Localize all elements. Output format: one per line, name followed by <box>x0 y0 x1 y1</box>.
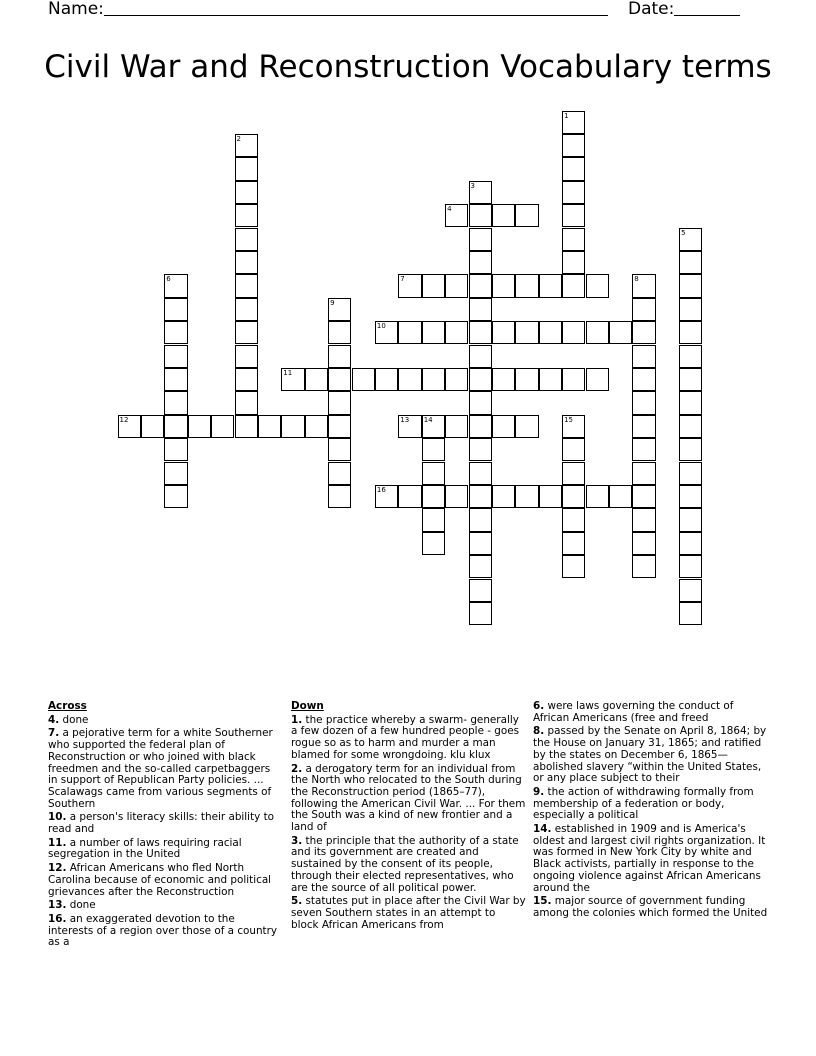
clue-number: 12 <box>119 415 129 424</box>
grid-cell[interactable] <box>679 345 702 368</box>
grid-cell[interactable] <box>398 274 421 297</box>
clue-number: 10 <box>376 322 386 331</box>
grid-cell[interactable] <box>632 345 655 368</box>
clue-text: a derogatory term for an individual from the North who relocated to the South during the Reconstruction period (1865–77), following the American Civil War. ... For them the South was a kind of new frontier and a land of <box>291 762 526 834</box>
grid-cell[interactable] <box>632 462 655 485</box>
clue-number: 2 <box>236 134 241 143</box>
grid-cell[interactable] <box>562 111 585 134</box>
grid-cell[interactable] <box>164 438 187 461</box>
grid-cell[interactable] <box>469 555 492 578</box>
grid-cell[interactable] <box>445 321 468 344</box>
grid-cell[interactable] <box>469 438 492 461</box>
grid-cell[interactable] <box>422 462 445 485</box>
clue-number: 9 <box>330 298 335 307</box>
clue-item <box>48 728 280 810</box>
grid-cell[interactable] <box>235 345 258 368</box>
grid-cell[interactable] <box>398 321 421 344</box>
grid-cell[interactable] <box>562 368 585 391</box>
down-clue-list <box>291 715 526 932</box>
grid-cell[interactable] <box>632 532 655 555</box>
grid-cell[interactable] <box>164 274 187 297</box>
grid-cell[interactable] <box>539 485 562 508</box>
grid-cell[interactable] <box>281 415 304 438</box>
clue-number: 15. <box>533 895 552 908</box>
grid-cell[interactable] <box>492 368 515 391</box>
clue-item <box>533 824 768 894</box>
grid-cell[interactable] <box>515 485 538 508</box>
grid-cell[interactable] <box>469 251 492 274</box>
grid-cell[interactable] <box>562 415 585 438</box>
grid-cell[interactable] <box>375 321 398 344</box>
clue-item <box>48 863 280 898</box>
grid-cell[interactable] <box>235 391 258 414</box>
grid-cell[interactable] <box>586 321 609 344</box>
across-clue-list <box>48 715 280 949</box>
grid-cell[interactable] <box>235 274 258 297</box>
grid-cell[interactable] <box>679 251 702 274</box>
grid-cell[interactable] <box>164 391 187 414</box>
grid-cell[interactable] <box>632 438 655 461</box>
clue-item <box>533 787 768 822</box>
clue-number: 5 <box>681 228 686 237</box>
grid-cell[interactable] <box>632 555 655 578</box>
grid-cell[interactable] <box>445 274 468 297</box>
grid-cell[interactable] <box>469 228 492 251</box>
grid-cell[interactable] <box>492 485 515 508</box>
grid-cell[interactable] <box>515 274 538 297</box>
grid-cell[interactable] <box>562 438 585 461</box>
grid-cell[interactable] <box>164 462 187 485</box>
grid-cell[interactable] <box>679 391 702 414</box>
clue-item <box>48 838 280 861</box>
grid-cell[interactable] <box>375 485 398 508</box>
clue-item <box>48 715 280 727</box>
grid-cell[interactable] <box>445 204 468 227</box>
grid-cell[interactable] <box>562 462 585 485</box>
grid-cell[interactable] <box>539 321 562 344</box>
grid-cell[interactable] <box>632 321 655 344</box>
clue-item <box>48 914 280 949</box>
grid-cell[interactable] <box>164 345 187 368</box>
grid-cell[interactable] <box>422 485 445 508</box>
clue-number: 12. <box>48 862 67 875</box>
grid-cell[interactable] <box>375 368 398 391</box>
grid-cell[interactable] <box>398 415 421 438</box>
clue-item <box>48 900 280 912</box>
grid-cell[interactable] <box>632 391 655 414</box>
clue-item <box>533 896 768 919</box>
clue-text: an exaggerated devotion to the interests of a region over those of a country as a <box>48 912 278 949</box>
clue-text: passed by the Senate on April 8, 1864; by the House on January 31, 1865; and ratified by the states on December 6, 1865—abolished slavery “within the United States, or any place subject to their <box>533 725 767 785</box>
clue-text: done <box>66 899 96 912</box>
grid-cell[interactable] <box>679 368 702 391</box>
clue-number: 6 <box>166 275 171 284</box>
clue-number: 11. <box>48 836 67 849</box>
grid-cell[interactable] <box>328 462 351 485</box>
grid-cell[interactable] <box>679 602 702 625</box>
grid-cell[interactable] <box>469 391 492 414</box>
clue-number: 8 <box>634 275 639 284</box>
grid-cell[interactable] <box>679 462 702 485</box>
clue-number: 14 <box>423 415 433 424</box>
grid-cell[interactable] <box>141 415 164 438</box>
clue-item <box>291 896 526 931</box>
grid-cell[interactable] <box>679 438 702 461</box>
clue-number: 14. <box>533 823 552 836</box>
grid-cell[interactable] <box>515 368 538 391</box>
grid-cell[interactable] <box>422 274 445 297</box>
clue-number: 7. <box>48 727 60 740</box>
grid-cell[interactable] <box>515 321 538 344</box>
grid-cell[interactable] <box>445 368 468 391</box>
down-heading: Down <box>291 700 324 712</box>
grid-cell[interactable] <box>562 251 585 274</box>
clue-text: the principle that the authority of a state and its government are created and sustained by the consent of its people, through their elected representatives, who are the source of all political power. <box>291 834 519 894</box>
clue-text: a pejorative term for a white Southerner who supported the federal plan of Reconstruction or who joined with black freedmen and the so-called carpetbaggers in support of Republican Party policies. ... Scalawags came from various segments of Southern <box>48 727 273 810</box>
grid-cell[interactable] <box>562 228 585 251</box>
clue-text: were laws governing the conduct of African Americans (free and freed <box>533 700 734 724</box>
clue-number: 10. <box>48 811 67 824</box>
grid-cell[interactable] <box>492 204 515 227</box>
clue-number: 3 <box>470 181 475 190</box>
grid-cell[interactable] <box>164 415 187 438</box>
grid-cell[interactable] <box>445 485 468 508</box>
clue-number: 16. <box>48 912 67 925</box>
grid-cell[interactable] <box>469 532 492 555</box>
grid-cell[interactable] <box>235 204 258 227</box>
grid-cell[interactable] <box>469 181 492 204</box>
grid-cell[interactable] <box>562 274 585 297</box>
clue-number: 15 <box>564 415 574 424</box>
grid-cell[interactable] <box>328 485 351 508</box>
grid-cell[interactable] <box>235 321 258 344</box>
clue-number: 1 <box>564 111 569 120</box>
clue-text: the action of withdrawing formally from membership of a federation or body, especially a political <box>533 785 754 822</box>
grid-cell[interactable] <box>469 415 492 438</box>
grid-cell[interactable] <box>398 368 421 391</box>
grid-cell[interactable] <box>586 368 609 391</box>
grid-cell[interactable] <box>305 415 328 438</box>
grid-cell[interactable] <box>328 345 351 368</box>
date-label: Date: <box>628 0 675 19</box>
clue-text: statutes put in place after the Civil War by seven Southern states in an attempt to block African Americans from <box>291 895 526 931</box>
grid-cell[interactable] <box>539 368 562 391</box>
clue-number: 9. <box>533 785 545 798</box>
clue-number: 8. <box>533 725 545 738</box>
grid-cell[interactable] <box>305 368 328 391</box>
down-clues-continued <box>533 701 768 922</box>
grid-cell[interactable] <box>632 415 655 438</box>
grid-cell[interactable] <box>422 508 445 531</box>
grid-cell[interactable] <box>469 508 492 531</box>
down-clue-list-continued <box>533 701 768 920</box>
clue-text: African Americans who fled North Carolina because of economic and political grievances after the Reconstruction <box>48 862 272 898</box>
clue-number: 3. <box>291 834 303 847</box>
grid-cell[interactable] <box>164 368 187 391</box>
grid-cell[interactable] <box>398 485 421 508</box>
clue-text: a person's literacy skills: their ability to read and <box>48 811 275 836</box>
grid-cell[interactable] <box>679 321 702 344</box>
grid-cell[interactable] <box>492 274 515 297</box>
grid-cell[interactable] <box>235 415 258 438</box>
grid-cell[interactable] <box>609 321 632 344</box>
grid-cell[interactable] <box>562 532 585 555</box>
grid-cell[interactable] <box>164 485 187 508</box>
grid-cell[interactable] <box>235 134 258 157</box>
grid-cell[interactable] <box>469 321 492 344</box>
grid-cell[interactable] <box>679 415 702 438</box>
clue-text: the practice whereby a swarm- generally a few dozen of a few hundred people - goes rogue so as to harm and murder a man blamed for some wrongdoing. klu klux <box>291 713 520 761</box>
grid-cell[interactable] <box>562 157 585 180</box>
grid-cell[interactable] <box>515 415 538 438</box>
grid-cell[interactable] <box>609 485 632 508</box>
grid-cell[interactable] <box>118 415 141 438</box>
grid-cell[interactable] <box>352 368 375 391</box>
grid-cell[interactable] <box>679 485 702 508</box>
grid-cell[interactable] <box>679 532 702 555</box>
grid-cell[interactable] <box>235 368 258 391</box>
clue-item <box>291 836 526 895</box>
grid-cell[interactable] <box>235 157 258 180</box>
grid-cell[interactable] <box>492 321 515 344</box>
grid-cell[interactable] <box>562 204 585 227</box>
clue-item <box>291 715 526 762</box>
clue-number: 13. <box>48 899 67 912</box>
clue-item <box>48 812 280 835</box>
grid-cell[interactable] <box>235 228 258 251</box>
grid-cell[interactable] <box>679 228 702 251</box>
grid-cell[interactable] <box>164 298 187 321</box>
clue-number: 13 <box>400 415 410 424</box>
grid-cell[interactable] <box>562 485 585 508</box>
grid-cell[interactable] <box>562 555 585 578</box>
grid-cell[interactable] <box>328 368 351 391</box>
grid-cell[interactable] <box>586 485 609 508</box>
grid-cell[interactable] <box>469 345 492 368</box>
clue-item <box>533 701 768 724</box>
grid-cell[interactable] <box>586 274 609 297</box>
grid-cell[interactable] <box>469 204 492 227</box>
clue-item <box>291 764 526 834</box>
clue-text: a number of laws requiring racial segregation in the United <box>48 836 242 861</box>
grid-cell[interactable] <box>188 415 211 438</box>
grid-cell[interactable] <box>164 321 187 344</box>
grid-cell[interactable] <box>679 274 702 297</box>
clue-number: 1. <box>291 713 303 726</box>
grid-cell[interactable] <box>632 485 655 508</box>
grid-cell[interactable] <box>515 204 538 227</box>
clue-text: done <box>59 713 89 726</box>
grid-cell[interactable] <box>235 251 258 274</box>
clue-text: major source of government funding among the colonies which formed the United <box>533 895 768 919</box>
grid-cell[interactable] <box>235 181 258 204</box>
grid-cell[interactable] <box>469 368 492 391</box>
grid-cell[interactable] <box>235 298 258 321</box>
clue-number: 2. <box>291 762 303 775</box>
grid-cell[interactable] <box>469 485 492 508</box>
down-clues <box>291 701 526 933</box>
clue-number: 11 <box>283 368 293 377</box>
across-heading: Across <box>48 700 87 712</box>
clue-number: 7 <box>400 275 405 284</box>
grid-cell[interactable] <box>445 415 468 438</box>
clue-text: established in 1909 and is America's oldest and largest civil rights organization. It was formed in New York City by white and Black activists, partially in response to the ongoing violence against African Americans around the <box>533 823 766 894</box>
grid-cell[interactable] <box>422 321 445 344</box>
grid-cell[interactable] <box>679 298 702 321</box>
grid-cell[interactable] <box>422 415 445 438</box>
grid-cell[interactable] <box>492 415 515 438</box>
grid-cell[interactable] <box>422 532 445 555</box>
name-label: Name: <box>48 0 104 19</box>
grid-cell[interactable] <box>328 415 351 438</box>
page-title: Civil War and Reconstruction Vocabulary terms <box>44 49 772 85</box>
grid-cell[interactable] <box>562 508 585 531</box>
clue-number: 6. <box>533 700 545 712</box>
grid-cell[interactable] <box>328 298 351 321</box>
grid-cell[interactable] <box>258 415 281 438</box>
clue-number: 16 <box>376 485 386 494</box>
grid-cell[interactable] <box>632 274 655 297</box>
grid-cell[interactable] <box>632 298 655 321</box>
grid-cell[interactable] <box>562 181 585 204</box>
grid-cell[interactable] <box>539 274 562 297</box>
grid-cell[interactable] <box>679 579 702 602</box>
clue-item <box>533 726 768 785</box>
grid-cell[interactable] <box>469 579 492 602</box>
clue-number: 4. <box>48 713 60 726</box>
grid-cell[interactable] <box>562 321 585 344</box>
grid-cell[interactable] <box>469 602 492 625</box>
grid-cell[interactable] <box>328 321 351 344</box>
grid-cell[interactable] <box>632 368 655 391</box>
grid-cell[interactable] <box>422 368 445 391</box>
grid-cell[interactable] <box>469 274 492 297</box>
grid-cell[interactable] <box>469 298 492 321</box>
grid-cell[interactable] <box>679 508 702 531</box>
grid-cell[interactable] <box>211 415 234 438</box>
grid-cell[interactable] <box>328 438 351 461</box>
clue-number: 5. <box>291 895 303 908</box>
grid-cell[interactable] <box>679 555 702 578</box>
grid-cell[interactable] <box>632 508 655 531</box>
grid-cell[interactable] <box>422 438 445 461</box>
grid-cell[interactable] <box>469 462 492 485</box>
grid-cell[interactable] <box>562 134 585 157</box>
grid-cell[interactable] <box>281 368 304 391</box>
grid-cell[interactable] <box>328 391 351 414</box>
clue-number: 4 <box>447 205 452 214</box>
across-clues <box>48 701 280 951</box>
